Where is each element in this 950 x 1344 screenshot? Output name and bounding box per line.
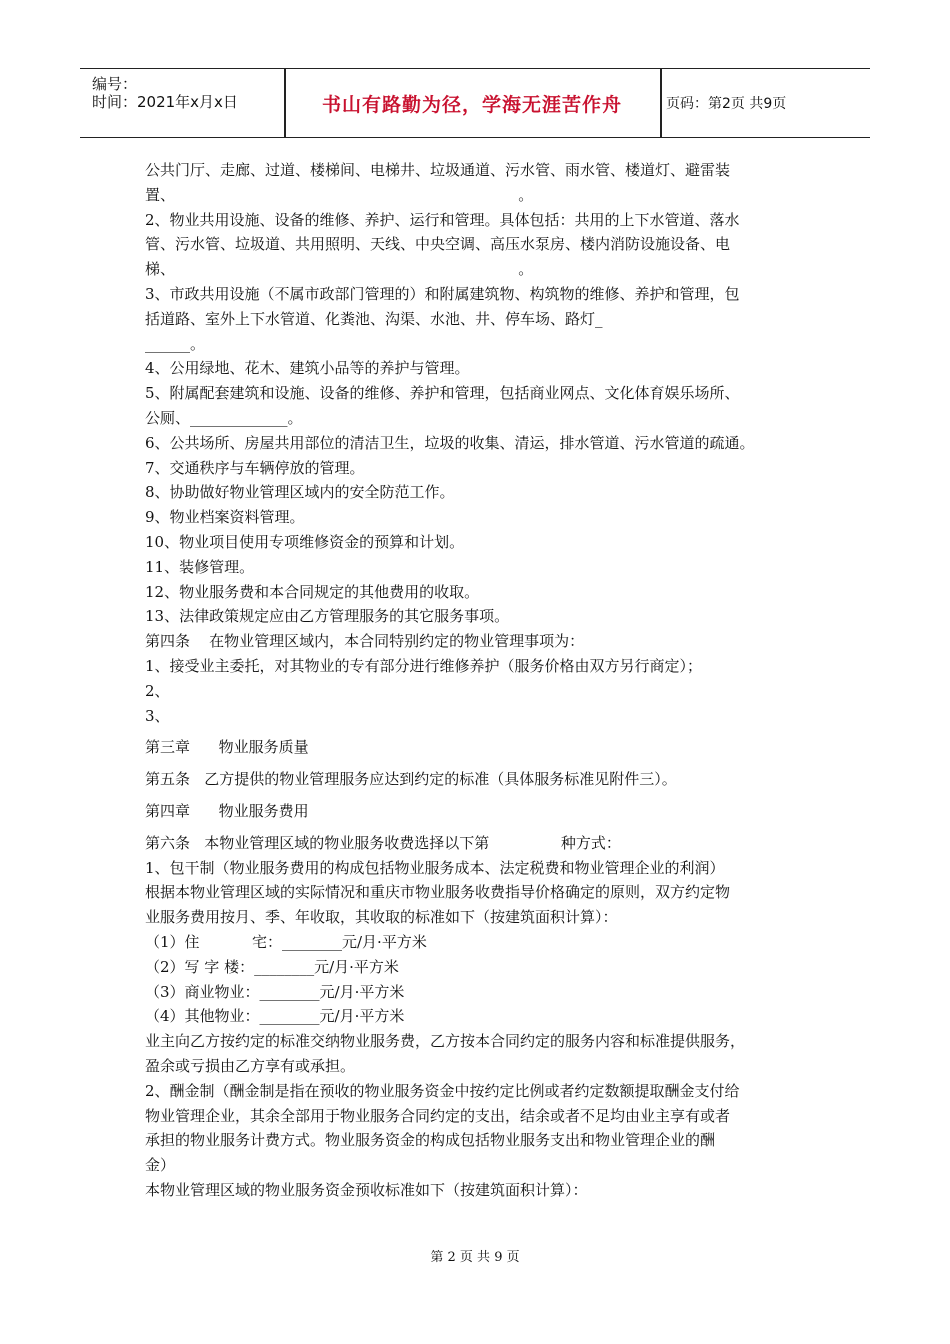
text-line: 承担的物业服务计费方式。物业服务资金的构成包括物业服务支出和物业管理企业的酬 bbox=[145, 1131, 716, 1150]
text-line: 管、污水管、垃圾道、共用照明、天线、中央空调、高压水泵房、楼内消防设施设备、电 bbox=[145, 235, 731, 254]
text-line: 5、附属配套建筑和设施、设备的维修、养护和管理，包括商业网点、文化体育娱乐场所、 bbox=[145, 384, 740, 403]
page-header bbox=[80, 68, 870, 138]
text-line: 公厕、_____________。 bbox=[145, 409, 303, 427]
text-line: （4）其他物业：________元/月·平方米 bbox=[145, 1007, 405, 1026]
text-line: 1、包干制（物业服务费用的构成包括物业服务成本、法定税费和物业管理企业的利润） bbox=[145, 858, 725, 877]
text-line: （2）写 字 楼：________元/月·平方米 bbox=[145, 957, 399, 976]
page-footer: 第 2 页 共 9 页 bbox=[430, 1250, 520, 1265]
text-line: 6、公共场所、房屋共用部位的清洁卫生，垃圾的收集、清运，排水管道、污水管道的疏通。 bbox=[145, 433, 755, 452]
text-line: 物业管理企业，其余全部用于物业服务合同约定的支出，结余或者不足均由业主享有或者 bbox=[145, 1106, 731, 1125]
doc-number-label: 编号： bbox=[92, 75, 138, 93]
text-line: 括道路、室外上下水管道、化粪池、沟渠、水池、井、停车场、路灯_ bbox=[145, 309, 603, 328]
text-line: 置、 。 bbox=[145, 185, 534, 204]
text-line: 公共门厅、走廊、过道、楼梯间、电梯井、垃圾通道、污水管、雨水管、楼道灯、避雷装 bbox=[145, 161, 731, 179]
text-line: 8、协助做好物业管理区域内的安全防范工作。 bbox=[145, 483, 455, 502]
text-line: 11、装修管理。 bbox=[145, 557, 255, 576]
text-line: （1）住 宅：________元/月·平方米 bbox=[145, 933, 427, 951]
text-line: 业主向乙方按约定的标准交纳物业服务费，乙方按本合同约定的服务内容和标准提供服务， bbox=[145, 1032, 746, 1051]
text-line: 1、接受业主委托，对其物业的专有部分进行维修养护（服务价格由双方另行商定）； bbox=[145, 657, 703, 675]
text-line: 9、物业档案资料管理。 bbox=[145, 508, 305, 527]
header-meta bbox=[88, 69, 283, 137]
header-divider bbox=[660, 69, 662, 137]
text-line: 2、物业共用设施、设备的维修、养护、运行和管理。具体包括：共用的上下水管道、落水 bbox=[145, 210, 740, 229]
text-line: 3、 bbox=[145, 706, 170, 725]
text-line: 12、物业服务费和本合同规定的其他费用的收取。 bbox=[145, 582, 480, 601]
text-line: 第三章 物业服务质量 bbox=[145, 738, 309, 757]
text-line: ______。 bbox=[145, 334, 206, 353]
text-line: 13、法律政策规定应由乙方管理服务的其它服务事项。 bbox=[145, 607, 510, 626]
header-slogan: 书山有路勤为径，学海无涯苦作舟 bbox=[321, 93, 622, 116]
header-page-label: 页码：第2页 共9页 bbox=[666, 96, 787, 112]
text-line: 第四条 在物业管理区域内，本合同特别约定的物业管理事项为： bbox=[145, 632, 585, 651]
text-line: 2、 bbox=[145, 681, 170, 700]
text-line: 本物业管理区域的物业服务资金预收标准如下（按建筑面积计算）： bbox=[145, 1181, 588, 1199]
doc-time-label: 时间：2021年x月x日 bbox=[92, 93, 238, 111]
text-line: 业服务费用按月、季、年收取，其收取的标准如下（按建筑面积计算）： bbox=[145, 908, 618, 927]
text-line: 盈余或亏损由乙方享有或承担。 bbox=[145, 1057, 356, 1075]
text-line: 2、酬金制（酬金制是指在预收的物业服务资金中按约定比例或者约定数额提取酬金支付给 bbox=[145, 1081, 740, 1100]
text-line: 梯、 。 bbox=[145, 260, 534, 279]
text-line: 7、交通秩序与车辆停放的管理。 bbox=[145, 458, 365, 477]
text-line: 第五条 乙方提供的物业管理服务应达到约定的标准（具体服务标准见附件三）。 bbox=[145, 770, 677, 789]
text-line: 根据本物业管理区域的实际情况和重庆市物业服务收费指导价格确定的原则，双方约定物 bbox=[145, 883, 731, 902]
text-line: 金） bbox=[145, 1156, 176, 1175]
text-line: 10、物业项目使用专项维修资金的预算和计划。 bbox=[145, 533, 465, 551]
text-line: 第六条 本物业管理区域的物业服务收费选择以下第 种方式： bbox=[145, 833, 621, 852]
text-line: （3）商业物业：________元/月·平方米 bbox=[145, 982, 405, 1001]
text-line: 3、市政共用设施（不属市政部门管理的）和附属建筑物、构筑物的维修、养护和管理，包 bbox=[145, 285, 740, 303]
text-line: 第四章 物业服务费用 bbox=[145, 802, 309, 820]
text-line: 4、公用绿地、花木、建筑小品等的养护与管理。 bbox=[145, 359, 470, 378]
